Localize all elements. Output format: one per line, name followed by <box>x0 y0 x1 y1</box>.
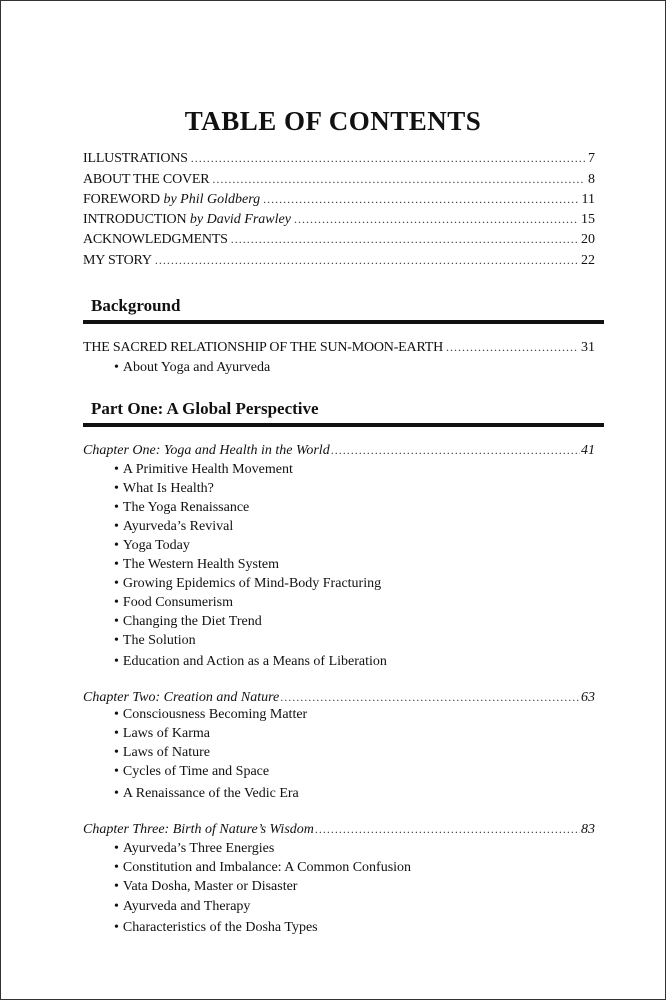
page-number: 15 <box>581 212 595 227</box>
section-heading-part-one <box>83 396 604 427</box>
dot-leader <box>315 822 580 837</box>
toc-entry-label: ILLUSTRATIONS <box>83 151 188 166</box>
chapter-title: Chapter Three: Birth of Nature’s Wisdom <box>83 822 314 837</box>
toc-subitem[interactable]: • Cycles of Time and Space <box>114 764 269 780</box>
section-heading-background <box>83 293 604 324</box>
toc-entry-label: THE SACRED RELATIONSHIP OF THE SUN-MOON-EARTH <box>83 340 443 355</box>
page-title: TABLE OF CONTENTS <box>184 106 482 136</box>
page-number: 63 <box>581 690 595 705</box>
dot-leader <box>331 443 580 458</box>
toc-subitem[interactable]: • The Yoga Renaissance <box>114 500 249 516</box>
page-number: 11 <box>581 192 595 207</box>
toc-entry-label: MY STORY <box>83 253 152 268</box>
toc-subitem[interactable]: • The Solution <box>114 633 196 649</box>
toc-subitem[interactable]: • Education and Action as a Means of Liberation <box>114 654 387 670</box>
toc-subitem[interactable]: • Changing the Diet Trend <box>114 614 262 630</box>
chapter-title: Chapter Two: Creation and Nature <box>83 690 280 705</box>
dot-leader <box>294 212 578 227</box>
page-number: 41 <box>581 443 595 458</box>
dot-leader <box>231 232 578 247</box>
toc-chapter-three[interactable] <box>83 822 595 842</box>
dot-leader <box>155 253 578 268</box>
toc-subitem[interactable]: • Laws of Nature <box>114 745 210 761</box>
page-number: 31 <box>581 340 595 355</box>
toc-subitem[interactable]: • Food Consumerism <box>114 595 233 611</box>
toc-entry-label: INTRODUCTION <box>83 212 187 227</box>
toc-entry-author: by Phil Goldberg <box>163 192 261 207</box>
toc-entry-foreword[interactable] <box>83 192 595 212</box>
page-number: 83 <box>581 822 595 837</box>
toc-entry-my-story[interactable] <box>83 253 595 273</box>
toc-entry-label: ACKNOWLEDGMENTS <box>83 232 228 247</box>
toc-subitem[interactable]: • Laws of Karma <box>114 726 210 742</box>
toc-subitem[interactable]: • About Yoga and Ayurveda <box>114 360 270 376</box>
toc-entry-acknowledgments[interactable] <box>83 232 595 252</box>
toc-subitem[interactable]: • Yoga Today <box>114 538 190 554</box>
page-number: 20 <box>581 232 595 247</box>
dot-leader <box>446 340 578 355</box>
toc-subitem[interactable]: • Ayurveda and Therapy <box>114 899 250 915</box>
toc-entry-sacred-relationship[interactable] <box>83 340 595 360</box>
dot-leader <box>191 151 585 166</box>
toc-subitem[interactable]: • The Western Health System <box>114 557 279 573</box>
toc-subitem[interactable]: • Growing Epidemics of Mind-Body Fracturing <box>114 576 381 592</box>
toc-entry-label: FOREWORD <box>83 192 160 207</box>
section-heading-label: Part One: A Global Perspective <box>91 399 319 418</box>
toc-subitem[interactable]: • Consciousness Becoming Matter <box>114 707 307 723</box>
toc-entry-illustrations[interactable] <box>83 151 595 171</box>
section-heading-label: Background <box>91 296 181 315</box>
toc-subitem[interactable]: • What Is Health? <box>114 481 214 497</box>
toc-subitem[interactable]: • Characteristics of the Dosha Types <box>114 920 318 936</box>
dot-leader <box>212 172 585 187</box>
toc-entry-label: ABOUT THE COVER <box>83 172 210 187</box>
chapter-title: Chapter One: Yoga and Health in the World <box>83 443 330 458</box>
page-number: 7 <box>588 151 595 166</box>
toc-subitem[interactable]: • Ayurveda’s Revival <box>114 519 233 535</box>
toc-subitem[interactable]: • Constitution and Imbalance: A Common Confusion <box>114 860 411 876</box>
toc-subitem[interactable]: • Vata Dosha, Master or Disaster <box>114 879 297 895</box>
toc-entry-author: by David Frawley <box>189 212 291 227</box>
toc-subitem[interactable]: • A Renaissance of the Vedic Era <box>114 786 299 802</box>
toc-entry-about-the-cover[interactable] <box>83 172 595 192</box>
toc-chapter-one[interactable] <box>83 443 595 463</box>
toc-subitem[interactable]: • A Primitive Health Movement <box>114 462 293 478</box>
page-number: 8 <box>588 172 595 187</box>
toc-entry-introduction[interactable] <box>83 212 595 232</box>
dot-leader <box>280 690 580 705</box>
toc-subitem[interactable]: • Ayurveda’s Three Energies <box>114 841 274 857</box>
page-number: 22 <box>581 253 595 268</box>
dot-leader <box>263 192 578 207</box>
